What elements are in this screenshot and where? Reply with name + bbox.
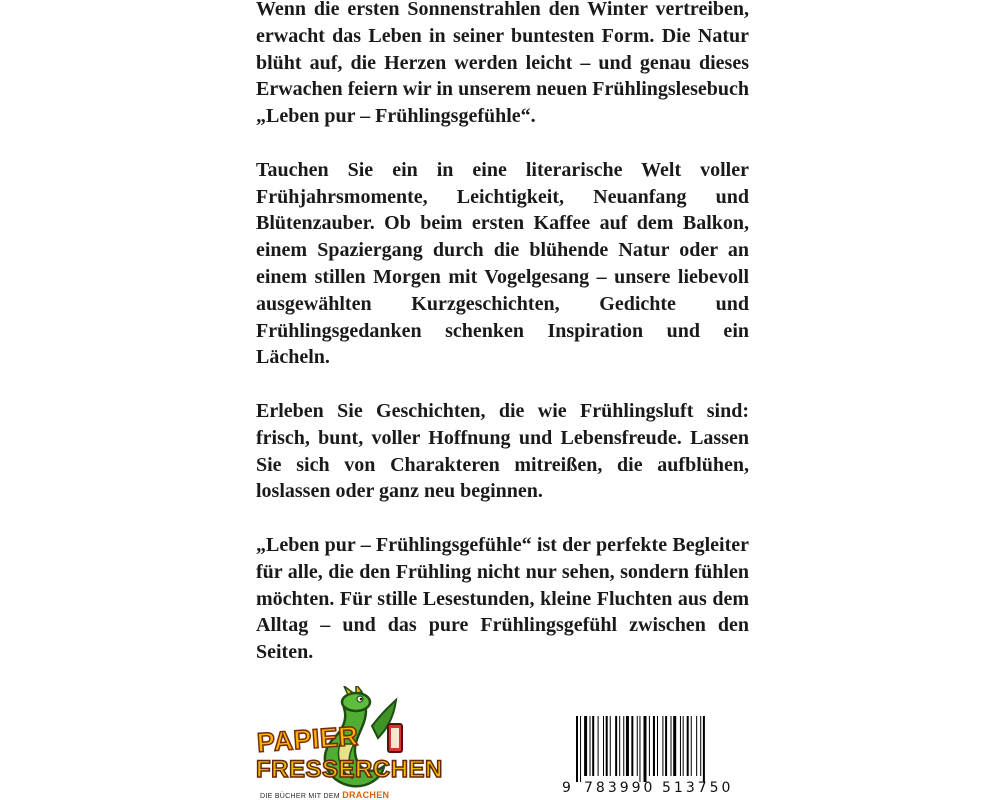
- blurb-paragraph-4: „Leben pur – Frühlingsgefühle“ ist der perfekte Begleiter für alle, die den Frühling nicht nur sehen, sondern fühlen möchten. Für stille Lesestunden, kleine Fluchten aus dem Alltag – und das pure Frühlingsgefühl zwischen den Seiten.: [256, 533, 749, 664]
- blurb-paragraph-3: Erleben Sie Geschichten, die wie Frühlingsluft sind: frisch, bunt, voller Hoffnung und Lebensfreude. Lassen Sie sich von Charakteren mitreißen, die aufblühen, loslassen oder ganz neu beginnen.: [256, 399, 749, 503]
- barcode-bar: [598, 716, 599, 776]
- publisher-logo: [256, 686, 443, 800]
- barcode-digits-right: 513750: [662, 780, 734, 796]
- blurb-paragraph-2: Tauchen Sie ein in eine literarische Welt voller Frühjahrsmomente, Leichtigkeit, Neuanfang und Blütenzauber. Ob beim ersten Kaffee auf dem Balkon, einem Spaziergang durch die blühende Natur oder an einem stillen Morgen mit Vogelgesang – unsere liebevoll ausgewählten Kurzgeschichten, Gedichte und Frühlingsgedanken schenken Inspiration und ein Lächeln.: [256, 158, 749, 369]
- barcode-bar: [700, 716, 701, 776]
- barcode-digits-left: 783990: [584, 780, 656, 796]
- barcode-bar: [703, 716, 705, 782]
- barcode-bar: [606, 716, 608, 776]
- barcode-bar: [639, 716, 640, 782]
- barcode-bar: [603, 716, 604, 776]
- barcode-bar: [631, 716, 633, 776]
- logo-word-papier: PAPIER: [256, 720, 360, 758]
- isbn-barcode: [562, 716, 744, 800]
- barcode-bar: [619, 716, 620, 776]
- barcode-bar: [584, 716, 587, 776]
- barcode-bar: [615, 716, 617, 776]
- barcode-bar: [637, 716, 638, 776]
- barcode-bar: [662, 716, 663, 776]
- logo-word-fresserchen: FRESSERCHEN: [256, 756, 443, 783]
- barcode-bar: [665, 716, 667, 776]
- barcode-bar: [673, 716, 676, 776]
- barcode-digit-first: 9: [562, 780, 571, 796]
- logo-tagline-prefix: DIE BÜCHER MIT DEM: [260, 793, 340, 800]
- barcode-bar: [657, 716, 658, 776]
- blurb-paragraph-1: Wenn die ersten Sonnenstrahlen den Winter vertreiben, erwacht das Leben in seiner buntesten Form. Die Natur blüht auf, die Herzen werden leicht – und genau dieses Erwachen feiern wir in unserem neuen Frühlingslesebuch „Leben pur – Frühlingsgefühle“.: [256, 0, 749, 128]
- barcode-bar: [691, 716, 692, 776]
- barcode-bar: [683, 716, 684, 776]
- barcode-bar: [580, 716, 581, 782]
- book-blurb: [256, 0, 749, 693]
- barcode-bar: [610, 716, 611, 776]
- barcode-bars: [562, 716, 744, 782]
- barcode-bar: [687, 716, 689, 776]
- barcode-bar: [623, 716, 624, 776]
- barcode-bar: [590, 716, 591, 776]
- barcode-bar: [696, 716, 697, 776]
- barcode-bar: [671, 716, 672, 776]
- barcode-bar: [649, 716, 650, 776]
- logo-tagline-emphasis: DRACHEN: [342, 790, 390, 800]
- barcode-bar: [592, 716, 594, 776]
- logo-tagline: [260, 790, 389, 800]
- barcode-bar: [680, 716, 681, 776]
- barcode-bar: [644, 716, 647, 782]
- barcode-bar: [626, 716, 629, 776]
- barcode-bar: [576, 716, 578, 782]
- barcode-bar: [653, 716, 655, 776]
